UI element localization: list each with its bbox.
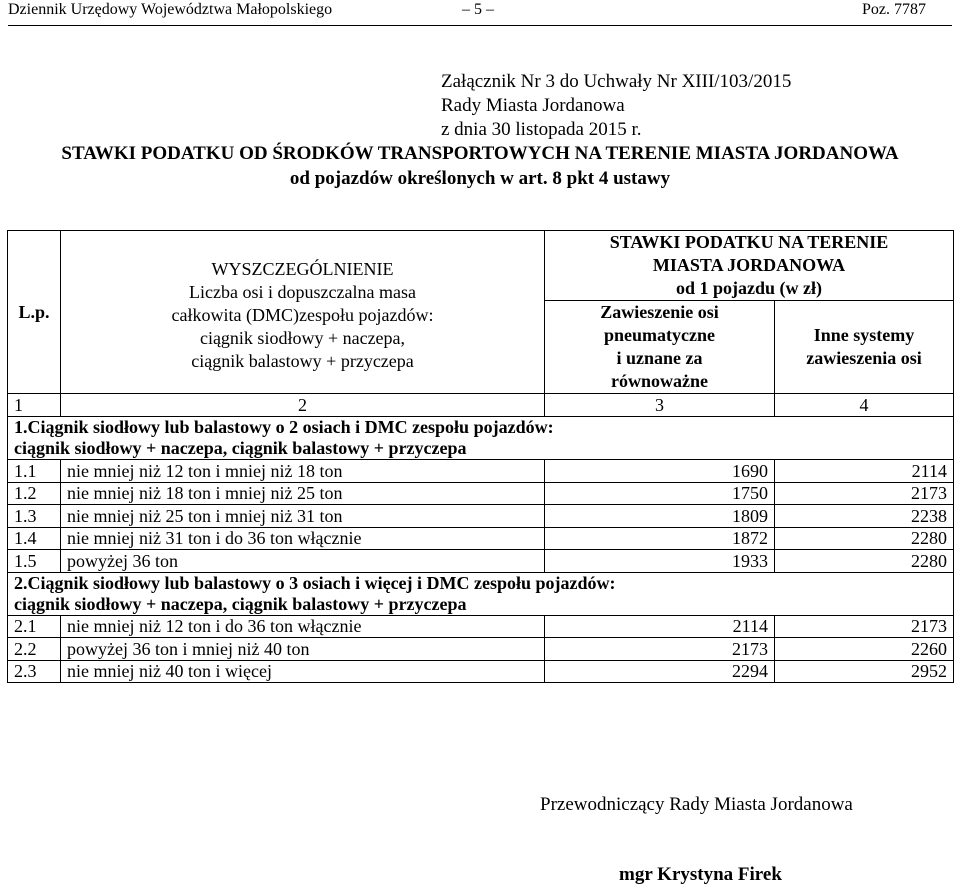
table-header-row — [8, 231, 954, 301]
row-pneumatic-rate: 1872 — [545, 527, 775, 550]
section-1-line: ciągnik siodłowy + naczepa, ciągnik balastowy + przyczepa — [14, 438, 467, 458]
header-description — [61, 231, 545, 394]
row-pneumatic-rate: 2114 — [545, 615, 775, 638]
row-lp: 2.1 — [8, 615, 61, 638]
header-rates-line: od 1 pojazdu (w zł) — [675, 278, 822, 298]
tax-rates-table — [7, 230, 954, 683]
header-pneumatic-line: równoważne — [611, 371, 708, 391]
section-2-line: ciągnik siodłowy + naczepa, ciągnik balastowy + przyczepa — [14, 593, 467, 614]
header-lp — [8, 231, 61, 394]
row-pneumatic-rate: 1809 — [545, 505, 775, 528]
journal-title: Dziennik Urzędowy Województwa Małopolskiego — [8, 1, 333, 18]
column-number: 4 — [775, 394, 954, 417]
row-description: nie mniej niż 12 ton i mniej niż 18 ton — [61, 460, 545, 483]
section-1-title — [8, 417, 954, 460]
page-number: – 5 – — [462, 1, 494, 18]
section-2-line: 2.Ciągnik siodłowy lub balastowy o 3 osiach i więcej i DMC zespołu pojazdów: — [14, 572, 616, 593]
row-other-rate: 2952 — [775, 660, 954, 683]
table-row — [8, 482, 954, 505]
header-pneumatic-line: Zawieszenie osi — [600, 302, 719, 322]
row-lp: 1.4 — [8, 527, 61, 550]
annex-line-1: Załącznik Nr 3 do Uchwały Nr XIII/103/2015 — [441, 71, 792, 92]
signatory-name: mgr Krystyna Firek — [619, 864, 782, 885]
row-pneumatic-rate: 1690 — [545, 460, 775, 483]
row-other-rate: 2173 — [775, 615, 954, 638]
row-description: nie mniej niż 40 ton i więcej — [61, 660, 545, 683]
header-description-line: Liczba osi i dopuszczalna masa — [189, 281, 416, 302]
column-number: 3 — [545, 394, 775, 417]
header-lp-label: L.p. — [18, 301, 50, 322]
row-lp: 1.2 — [8, 482, 61, 505]
annex-line-2: Rady Miasta Jordanowa — [441, 95, 625, 116]
table-row — [8, 460, 954, 483]
header-rates-line: STAWKI PODATKU NA TERENIE — [609, 232, 889, 252]
row-other-rate: 2114 — [775, 460, 954, 483]
table-row — [8, 638, 954, 661]
row-pneumatic-rate: 2294 — [545, 660, 775, 683]
row-description: nie mniej niż 18 ton i mniej niż 25 ton — [61, 482, 545, 505]
row-other-rate: 2280 — [775, 527, 954, 550]
position-number: Poz. 7787 — [862, 1, 926, 18]
row-lp: 1.3 — [8, 505, 61, 528]
section-1-heading — [8, 417, 954, 460]
table-row — [8, 527, 954, 550]
row-lp: 1.1 — [8, 460, 61, 483]
header-other-line: Inne systemy — [813, 325, 915, 345]
header-description-line: ciągnik balastowy + przyczepa — [191, 350, 414, 371]
header-description-line: całkowita (DMC)zespołu pojazdów: — [171, 304, 434, 325]
header-other-line: zawieszenia osi — [806, 348, 922, 368]
header-description-line: ciągnik siodłowy + naczepa, — [199, 327, 406, 348]
row-pneumatic-rate: 1750 — [545, 482, 775, 505]
row-other-rate: 2260 — [775, 638, 954, 661]
section-2-title — [8, 572, 954, 615]
table-row — [8, 660, 954, 683]
row-lp: 1.5 — [8, 550, 61, 573]
document-title: STAWKI PODATKU OD ŚRODKÓW TRANSPORTOWYCH NA TERENIE MIASTA JORDANOWA — [61, 143, 899, 164]
header-pneumatic-line: pneumatyczne — [604, 325, 715, 345]
header-divider — [8, 25, 952, 26]
header-rates — [545, 231, 954, 301]
row-description: nie mniej niż 12 ton i do 36 ton włącznie — [61, 615, 545, 638]
table-row — [8, 615, 954, 638]
row-lp: 2.2 — [8, 638, 61, 661]
row-description: powyżej 36 ton i mniej niż 40 ton — [61, 638, 545, 661]
column-numbering-row — [8, 394, 954, 417]
section-2-heading — [8, 572, 954, 615]
row-lp: 2.3 — [8, 660, 61, 683]
row-pneumatic-rate: 1933 — [545, 550, 775, 573]
header-pneumatic — [545, 301, 775, 394]
signatory-role: Przewodniczący Rady Miasta Jordanowa — [540, 794, 853, 815]
row-pneumatic-rate: 2173 — [545, 638, 775, 661]
row-other-rate: 2238 — [775, 505, 954, 528]
header-rates-line: MIASTA JORDANOWA — [652, 255, 846, 275]
annex-line-3: z dnia 30 listopada 2015 r. — [441, 119, 642, 140]
row-other-rate: 2280 — [775, 550, 954, 573]
header-other-suspension — [775, 301, 954, 394]
row-description: nie mniej niż 31 ton i do 36 ton włącznie — [61, 527, 545, 550]
row-description: powyżej 36 ton — [61, 550, 545, 573]
column-number: 2 — [61, 394, 545, 417]
section-1-line: 1.Ciągnik siodłowy lub balastowy o 2 osiach i DMC zespołu pojazdów: — [14, 417, 554, 437]
table-row — [8, 505, 954, 528]
column-number: 1 — [8, 394, 61, 417]
table-row — [8, 550, 954, 573]
header-pneumatic-line: i uznane za — [616, 348, 703, 368]
row-other-rate: 2173 — [775, 482, 954, 505]
header-description-title: WYSZCZEGÓLNIENIE — [211, 258, 394, 279]
row-description: nie mniej niż 25 ton i mniej niż 31 ton — [61, 505, 545, 528]
document-subtitle: od pojazdów określonych w art. 8 pkt 4 ustawy — [289, 168, 671, 189]
